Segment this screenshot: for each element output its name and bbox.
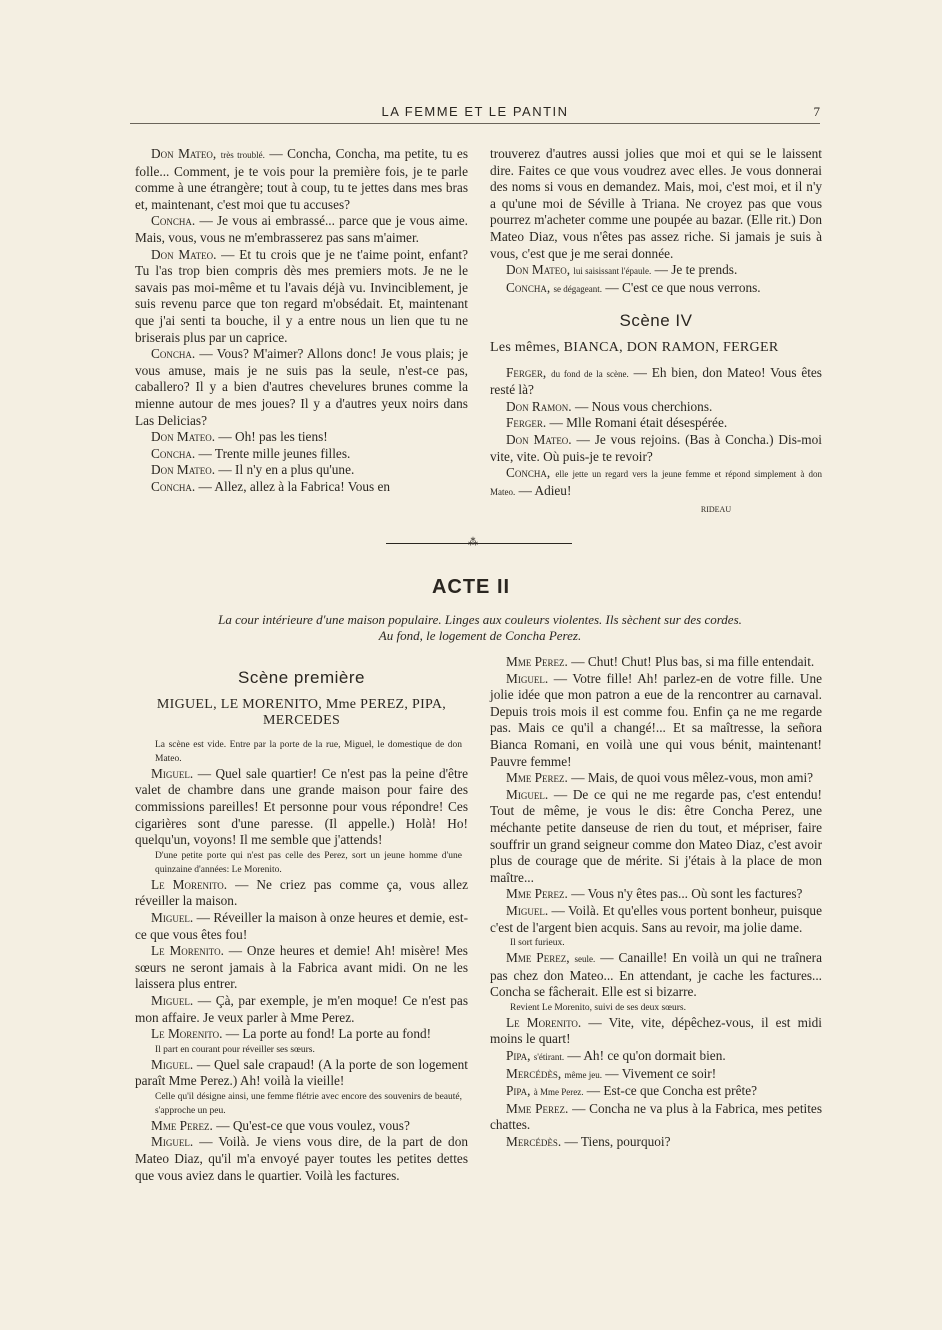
act-title: ACTE II <box>431 576 511 598</box>
stage-direction: Il sort furieux. <box>510 938 565 949</box>
dialogue-line <box>490 1066 822 1084</box>
dialogue-line <box>135 247 468 347</box>
dialogue-line <box>135 1134 468 1184</box>
dialogue-text: — Adieu! <box>515 482 572 498</box>
dialogue-line <box>135 479 468 496</box>
cast-list: Les mêmes, BIANCA, DON RAMON, FERGER <box>490 339 779 355</box>
page-number: 7 <box>813 104 820 119</box>
stage-aside: même jeu. <box>564 1069 602 1080</box>
dialogue-text: — Nous vous cherchions. <box>571 398 713 414</box>
setting-line: Au fond, le logement de Concha Perez. <box>378 628 582 643</box>
stage-aside: lui saisissant l'épaule. <box>573 266 652 277</box>
curtain-note: RIDEAU <box>700 505 732 515</box>
dialogue-line <box>135 1118 468 1135</box>
dialogue-text: — Onze heures et demie! Ah! misère! Mes sœurs ne seront jamais à la Fabrica avant midi. On ne les laissera plus entrer. <box>135 943 468 992</box>
stage-direction: Il part en courant pour réveiller ses sœurs. <box>155 1044 315 1055</box>
dialogue-block <box>490 262 822 297</box>
dialogue-text: — Chut! Chut! Plus bas, si ma fille entendait. <box>567 654 815 669</box>
dialogue-text: — Mais, de quoi vous mêlez-vous, mon ami? <box>567 770 814 786</box>
dialogue-line <box>490 950 822 1001</box>
stage-aside: elle jette un regard vers la jeune femme et répond simplement à don Mateo. <box>490 469 823 497</box>
dialogue-line <box>135 1026 468 1043</box>
dialogue-line <box>490 262 822 280</box>
dialogue-line <box>135 877 468 910</box>
speaker-name: Le Morenito. <box>506 1014 582 1030</box>
speaker-name: Concha, <box>506 465 551 481</box>
scene-title: Scène IV <box>619 311 693 331</box>
speaker-name: Miguel. <box>151 765 194 781</box>
act-setting <box>150 612 810 644</box>
speaker-name: Mme Perez. <box>506 770 568 786</box>
speaker-name: Miguel. <box>151 1134 194 1150</box>
speaker-name: Miguel. <box>506 670 549 686</box>
dialogue-text: — Eh bien, don Mateo! Vous êtes resté là? <box>490 364 822 398</box>
speaker-name: Don Mateo, <box>506 262 571 278</box>
speaker-name: Mme Perez. <box>151 1117 213 1133</box>
dialogue-text: — Oh! pas les tiens! <box>215 429 328 445</box>
dialogue-text: — Réveiller la maison à onze heures et demie, est-ce que vous êtes fou! <box>135 909 468 942</box>
dialogue-text: — Concha ne va plus à la Fabrica, mes petites chattes. <box>490 1100 822 1133</box>
speaker-name: Don Mateo. <box>151 429 216 445</box>
speaker-name: Mme Perez. <box>506 654 568 669</box>
dialogue-text: — Est-ce que Concha est prête? <box>583 1083 757 1099</box>
dialogue-text: — Je vous ai embrassé... parce que je vous aime. Mais, vous, vous ne m'embrasserez pas sans m'aimer. <box>135 213 468 245</box>
dialogue-line <box>135 429 468 446</box>
speaker-name: Concha, <box>506 279 551 295</box>
speaker-name: Mercédès, <box>506 1065 562 1081</box>
speaker-name: Le Morenito. <box>151 876 228 892</box>
dialogue-line <box>135 462 468 479</box>
dialogue-text: — Tiens, pourquoi? <box>561 1134 671 1150</box>
stage-aside: à Mme Perez. <box>533 1087 584 1098</box>
dialogue-text: — Allez, allez à la Fabrica! Vous en <box>195 478 391 494</box>
speaker-name: Le Morenito. <box>151 1026 223 1042</box>
speaker-name: Miguel. <box>151 909 194 925</box>
dialogue-line <box>135 213 468 246</box>
dialogue-line <box>490 654 822 671</box>
bottom-right-column <box>490 654 822 1151</box>
dialogue-text: — La porte au fond! La porte au fond! <box>222 1026 432 1042</box>
dialogue-line <box>135 346 468 429</box>
dialogue-line <box>135 446 468 463</box>
dialogue-text: — Voilà. Je viens vous dire, de la part de don Mateo Diaz, qu'il m'a envoyé payer toutes les petites dettes que vous aviez dans le quartier. Voilà les factures. <box>135 1134 468 1183</box>
bottom-left-column <box>135 654 468 1184</box>
stage-direction: Celle qu'il désigne ainsi, une femme flétrie avec encore des souvenirs de beauté, s'approche un peu. <box>155 1091 462 1116</box>
speaker-name: Mercédès. <box>506 1134 562 1150</box>
dialogue-block <box>490 365 822 501</box>
speaker-name: Mme Perez. <box>506 886 568 902</box>
speaker-name: Miguel. <box>151 992 194 1008</box>
dialogue-line <box>490 1101 822 1134</box>
speaker-name: Concha. <box>151 478 196 494</box>
stage-direction: D'une petite porte qui n'est pas celle des Perez, sort un jeune homme d'une quinzaine d'années: Le Morenito. <box>155 850 462 875</box>
speaker-name: Miguel. <box>151 1056 194 1072</box>
dialogue-line <box>490 770 822 787</box>
dialogue-text: — Mlle Romani était désespérée. <box>546 415 728 431</box>
speaker-name: Mme Perez. <box>506 1100 569 1116</box>
speaker-name: Don Ramon. <box>506 398 572 414</box>
dialogue-line <box>135 910 468 943</box>
setting-line: La cour intérieure d'une maison populaire. Linges aux couleurs violentes. Ils sèchent sur des cordes. <box>218 612 742 627</box>
dialogue-text: — Qu'est-ce que vous voulez, vous? <box>212 1117 410 1133</box>
cast-list: MIGUEL, LE MORENITO, Mme PEREZ, PIPA, MERCEDES <box>156 696 447 729</box>
dialogue-line <box>490 1083 822 1101</box>
dialogue-text: — Trente mille jeunes filles. <box>195 445 351 461</box>
speaker-name: Concha. <box>151 445 196 461</box>
dialogue-text: — Ah! ce qu'on dormait bien. <box>564 1048 726 1064</box>
dialogue-text: — Vivement ce soir! <box>601 1065 717 1081</box>
dialogue-text: — Canaille! En voilà un qui ne traînera pas chez don Mateo... En attendant, je cache les factures... Concha se fâcherait. Elle est si bizarre. <box>490 950 823 1000</box>
divider-ornament: ⁂ <box>468 537 478 548</box>
dialogue-text: — Je vous rejoins. (Bas à Concha.) Dis-moi vite, vite. Où puis-je te revoir? <box>490 431 822 464</box>
dialogue-line <box>490 1015 822 1048</box>
dialogue-line <box>490 903 822 936</box>
dialogue-line <box>490 787 822 887</box>
dialogue-line <box>490 432 822 465</box>
stage-aside: s'étirant. <box>533 1052 565 1063</box>
speaker-name: Miguel. <box>506 902 549 918</box>
speaker-name: Don Mateo. <box>151 246 217 262</box>
dialogue-text: — Quel sale crapaud! (A la porte de son logement paraît Mme Perez.) Ah! voilà la vieille! <box>135 1056 468 1089</box>
speaker-name: Miguel. <box>506 786 549 802</box>
dialogue-block <box>135 738 468 1184</box>
dialogue-text: — Quel sale quartier! Ce n'est pas la peine d'être valet de chambre dans une grande maison pour faire des commissions pareilles! Et personne pour vous répondre! Ces cigarières sont d'une paresse. (Il appelle.) Holà! Ho! quelqu'un, voyons! Il me semble que j'attends! <box>135 765 468 848</box>
dialogue-line <box>490 399 822 416</box>
dialogue-text: — C'est ce que nous verrons. <box>602 279 761 295</box>
dialogue-text: — De ce qui ne me regarde pas, c'est entendu! Tout de même, je vous le dis: être Concha Perez, une méchante petite danseuse de rien du tout, et mépriser, faire souffrir un grand seigneur comme don Mateo Diaz, c'est avoir plus de courage que de mérite. Si j'étais à la place de mon maître... <box>490 786 822 885</box>
speaker-name: Don Mateo, <box>151 146 217 161</box>
dialogue-line <box>490 280 822 298</box>
dialogue-text: — Voilà. Et qu'elles vous portent bonheur, puisque c'est de l'argent bien acquis. Sans au revoir, ma jolie dame. <box>490 902 822 935</box>
speaker-name: Ferger. <box>506 415 547 431</box>
dialogue-text: — Il n'y en a plus qu'une. <box>215 462 355 478</box>
dialogue-line <box>135 943 468 993</box>
dialogue-line <box>135 1057 468 1090</box>
dialogue-text: — Vous n'y êtes pas... Où sont les factures? <box>567 886 803 902</box>
dialogue-line <box>135 146 468 213</box>
scene-title: Scène première <box>237 668 365 687</box>
speaker-name: Pipa, <box>506 1048 531 1064</box>
stage-aside: seule. <box>574 954 596 965</box>
dialogue-text: — Concha, Concha, ma petite, tu es folle... Comment, je te vois pour la première fois, je te parle comme à une étrangère; tout à coup, tu te jettes dans mes bras et, maintenant, c'est moi que tu accuses? <box>135 146 468 212</box>
speaker-name: Le Morenito. <box>151 943 224 959</box>
dialogue-line <box>490 1134 822 1151</box>
continued-paragraph: trouverez d'autres aussi jolies que moi et qui se le laissent dire. Faites ce que vous voudrez avec elles. Je vous donnerai des noms si vous en demandez. Mais, moi, c'est moi, et il n'y a qu'une moi de Séville à Triana. Ne croyez pas que vous pourrez m'acheter comme une poupée au bazar. (Elle rit.) Don Mateo Diaz, vous n'êtes pas assez riche. Si jamais je suis à vous, c'est que je me serai donnée. <box>490 146 822 261</box>
speaker-name: Concha. <box>151 346 196 362</box>
dialogue-line <box>490 365 822 399</box>
dialogue-line <box>490 415 822 432</box>
dialogue-text: — Et tu crois que je ne t'aime point, enfant? Tu l'as trop bien compris dès mes premiers mots. Je ne le savais pas moi-même et tu l'avais déjà vu. Invinciblement, je suis revenu parce que ton regard m'obsédait. Et, maintenant que j'ai senti ta bouche, il y a entre nous un lien que tu ne briserais plus par un caprice. <box>135 246 468 345</box>
top-right-column <box>490 146 822 519</box>
speaker-name: Mme Perez, <box>506 950 570 966</box>
dialogue-line <box>135 993 468 1026</box>
dialogue-line <box>490 886 822 903</box>
dialogue-text: — Votre fille! Ah! parlez-en de votre fille. Une jolie idée que mon patron a eue de la rencontrer au carnaval. Depuis trois mois il est comme fou. Enfin ça ne me regarde pas. Mais ce qu'il a changé!... Et sa maîtresse, la señora Bianca Romani, en voilà une qui vous bénit, maintenant! Pauvre femme! <box>490 670 822 769</box>
speaker-name: Ferger, <box>506 364 547 380</box>
dialogue-text: — Vous? M'aimer? Allons donc! Je vous plais; je vous amuse, mais je ne suis pas la seule, n'est-ce pas, caballero? Il y a bien d'autres chevelures brunes comme la mienne autour de mes joues? Il y a d'autres yeux noirs dans Las Delicias? <box>135 346 468 428</box>
speaker-name: Don Mateo. <box>151 462 216 478</box>
dialogue-line <box>490 1048 822 1066</box>
running-title: LA FEMME ET LE PANTIN <box>381 104 569 119</box>
stage-direction: Revient Le Morenito, suivi de ses deux sœurs. <box>510 1002 686 1013</box>
dialogue-line <box>490 465 822 500</box>
dialogue-text: — Çà, par exemple, je m'en moque! Ce n'est pas mon affaire. Je veux parler à Mme Perez. <box>135 992 468 1025</box>
stage-aside: très troublé. <box>220 150 265 160</box>
dialogue-text: — Je te prends. <box>651 262 738 278</box>
speaker-name: Concha. <box>151 213 196 229</box>
dialogue-text: — Ne criez pas comme ça, vous allez réveiller la maison. <box>135 876 468 909</box>
stage-aside: du fond de la scène. <box>551 368 629 379</box>
stage-direction: La scène est vide. Entre par la porte de la rue, Miguel, le domestique de don Mateo. <box>155 739 462 764</box>
stage-aside: se dégageant. <box>553 283 603 294</box>
speaker-name: Don Mateo. <box>506 431 572 447</box>
dialogue-line <box>490 671 822 771</box>
dialogue-text: — Vite, vite, dépêchez-vous, il est midi moins le quart! <box>490 1014 822 1047</box>
section-divider <box>386 543 572 544</box>
page-header <box>130 104 820 124</box>
top-left-column <box>135 146 468 495</box>
speaker-name: Pipa, <box>506 1083 531 1099</box>
dialogue-line <box>135 766 468 849</box>
